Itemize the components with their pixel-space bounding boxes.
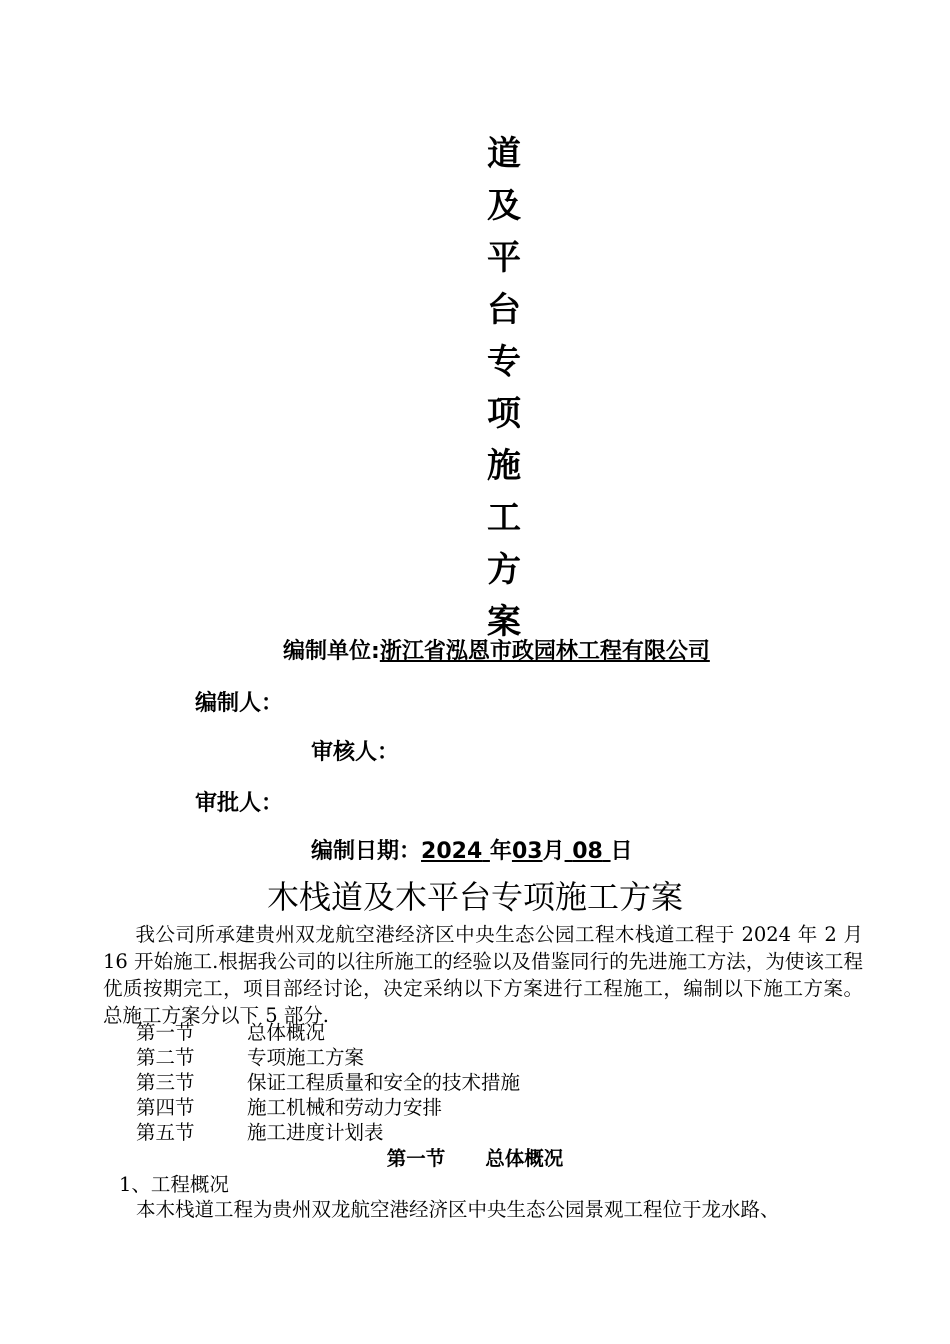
compiler-unit-value: 浙江省泓恩市政园林工程有限公司: [379, 639, 710, 664]
compiler-unit-label: 编制单位:: [283, 639, 380, 664]
subsection-heading: 1、工程概况: [119, 1173, 229, 1196]
date-day: 08: [572, 839, 603, 864]
toc-item: 第二节 专项施工方案: [136, 1046, 365, 1069]
document-title: 木栈道及木平台专项施工方案: [266, 879, 683, 915]
title-char: 施: [487, 446, 521, 486]
section-heading: 第一节 总体概况: [386, 1147, 564, 1170]
toc-item: 第四节 施工机械和劳动力安排: [136, 1096, 443, 1119]
date-month-suffix: 月: [542, 839, 565, 864]
compile-date: [311, 834, 633, 865]
toc-item: 第一节 总体概况: [136, 1021, 326, 1044]
date-month: 03: [511, 839, 543, 864]
title-char: 道: [487, 134, 521, 174]
compiler-unit: [283, 634, 710, 665]
title-char: 台: [487, 290, 521, 330]
title-char: 及: [487, 186, 521, 226]
vertical-title: [484, 128, 524, 648]
title-char: 案: [487, 602, 521, 642]
title-char: 项: [487, 394, 521, 434]
reviewer-label: 审核人：: [311, 740, 400, 765]
title-char: 方: [487, 550, 521, 590]
title-char: 专: [487, 342, 521, 382]
date-day-suffix: 日: [610, 839, 633, 864]
date-year: 2024: [421, 839, 483, 864]
date-label: 编制日期：: [311, 839, 422, 864]
title-char: 平: [487, 238, 521, 278]
date-year-suffix: 年: [489, 839, 512, 864]
intro-paragraph: 我公司所承建贵州双龙航空港经济区中央生态公园工程木栈道工程于 2024 年 2 月 16 开始施工.根据我公司的以往所施工的经验以及借鉴同行的先进施工方法，为使该工程优质按期完工，项目部经讨论，决定采纳以下方案进行工程施工，编制以下施工方案。总施工方案分以下 5 部分.: [103, 923, 863, 1027]
toc-item: 第五节 施工进度计划表: [136, 1121, 384, 1144]
approver-label: 审批人：: [195, 791, 284, 816]
body-text: 本木栈道工程为贵州双龙航空港经济区中央生态公园景观工程位于龙水路、: [136, 1198, 780, 1221]
compiler-label: 编制人：: [195, 691, 284, 716]
title-char: 工: [487, 498, 521, 538]
toc-item: 第三节 保证工程质量和安全的技术措施: [136, 1071, 521, 1094]
